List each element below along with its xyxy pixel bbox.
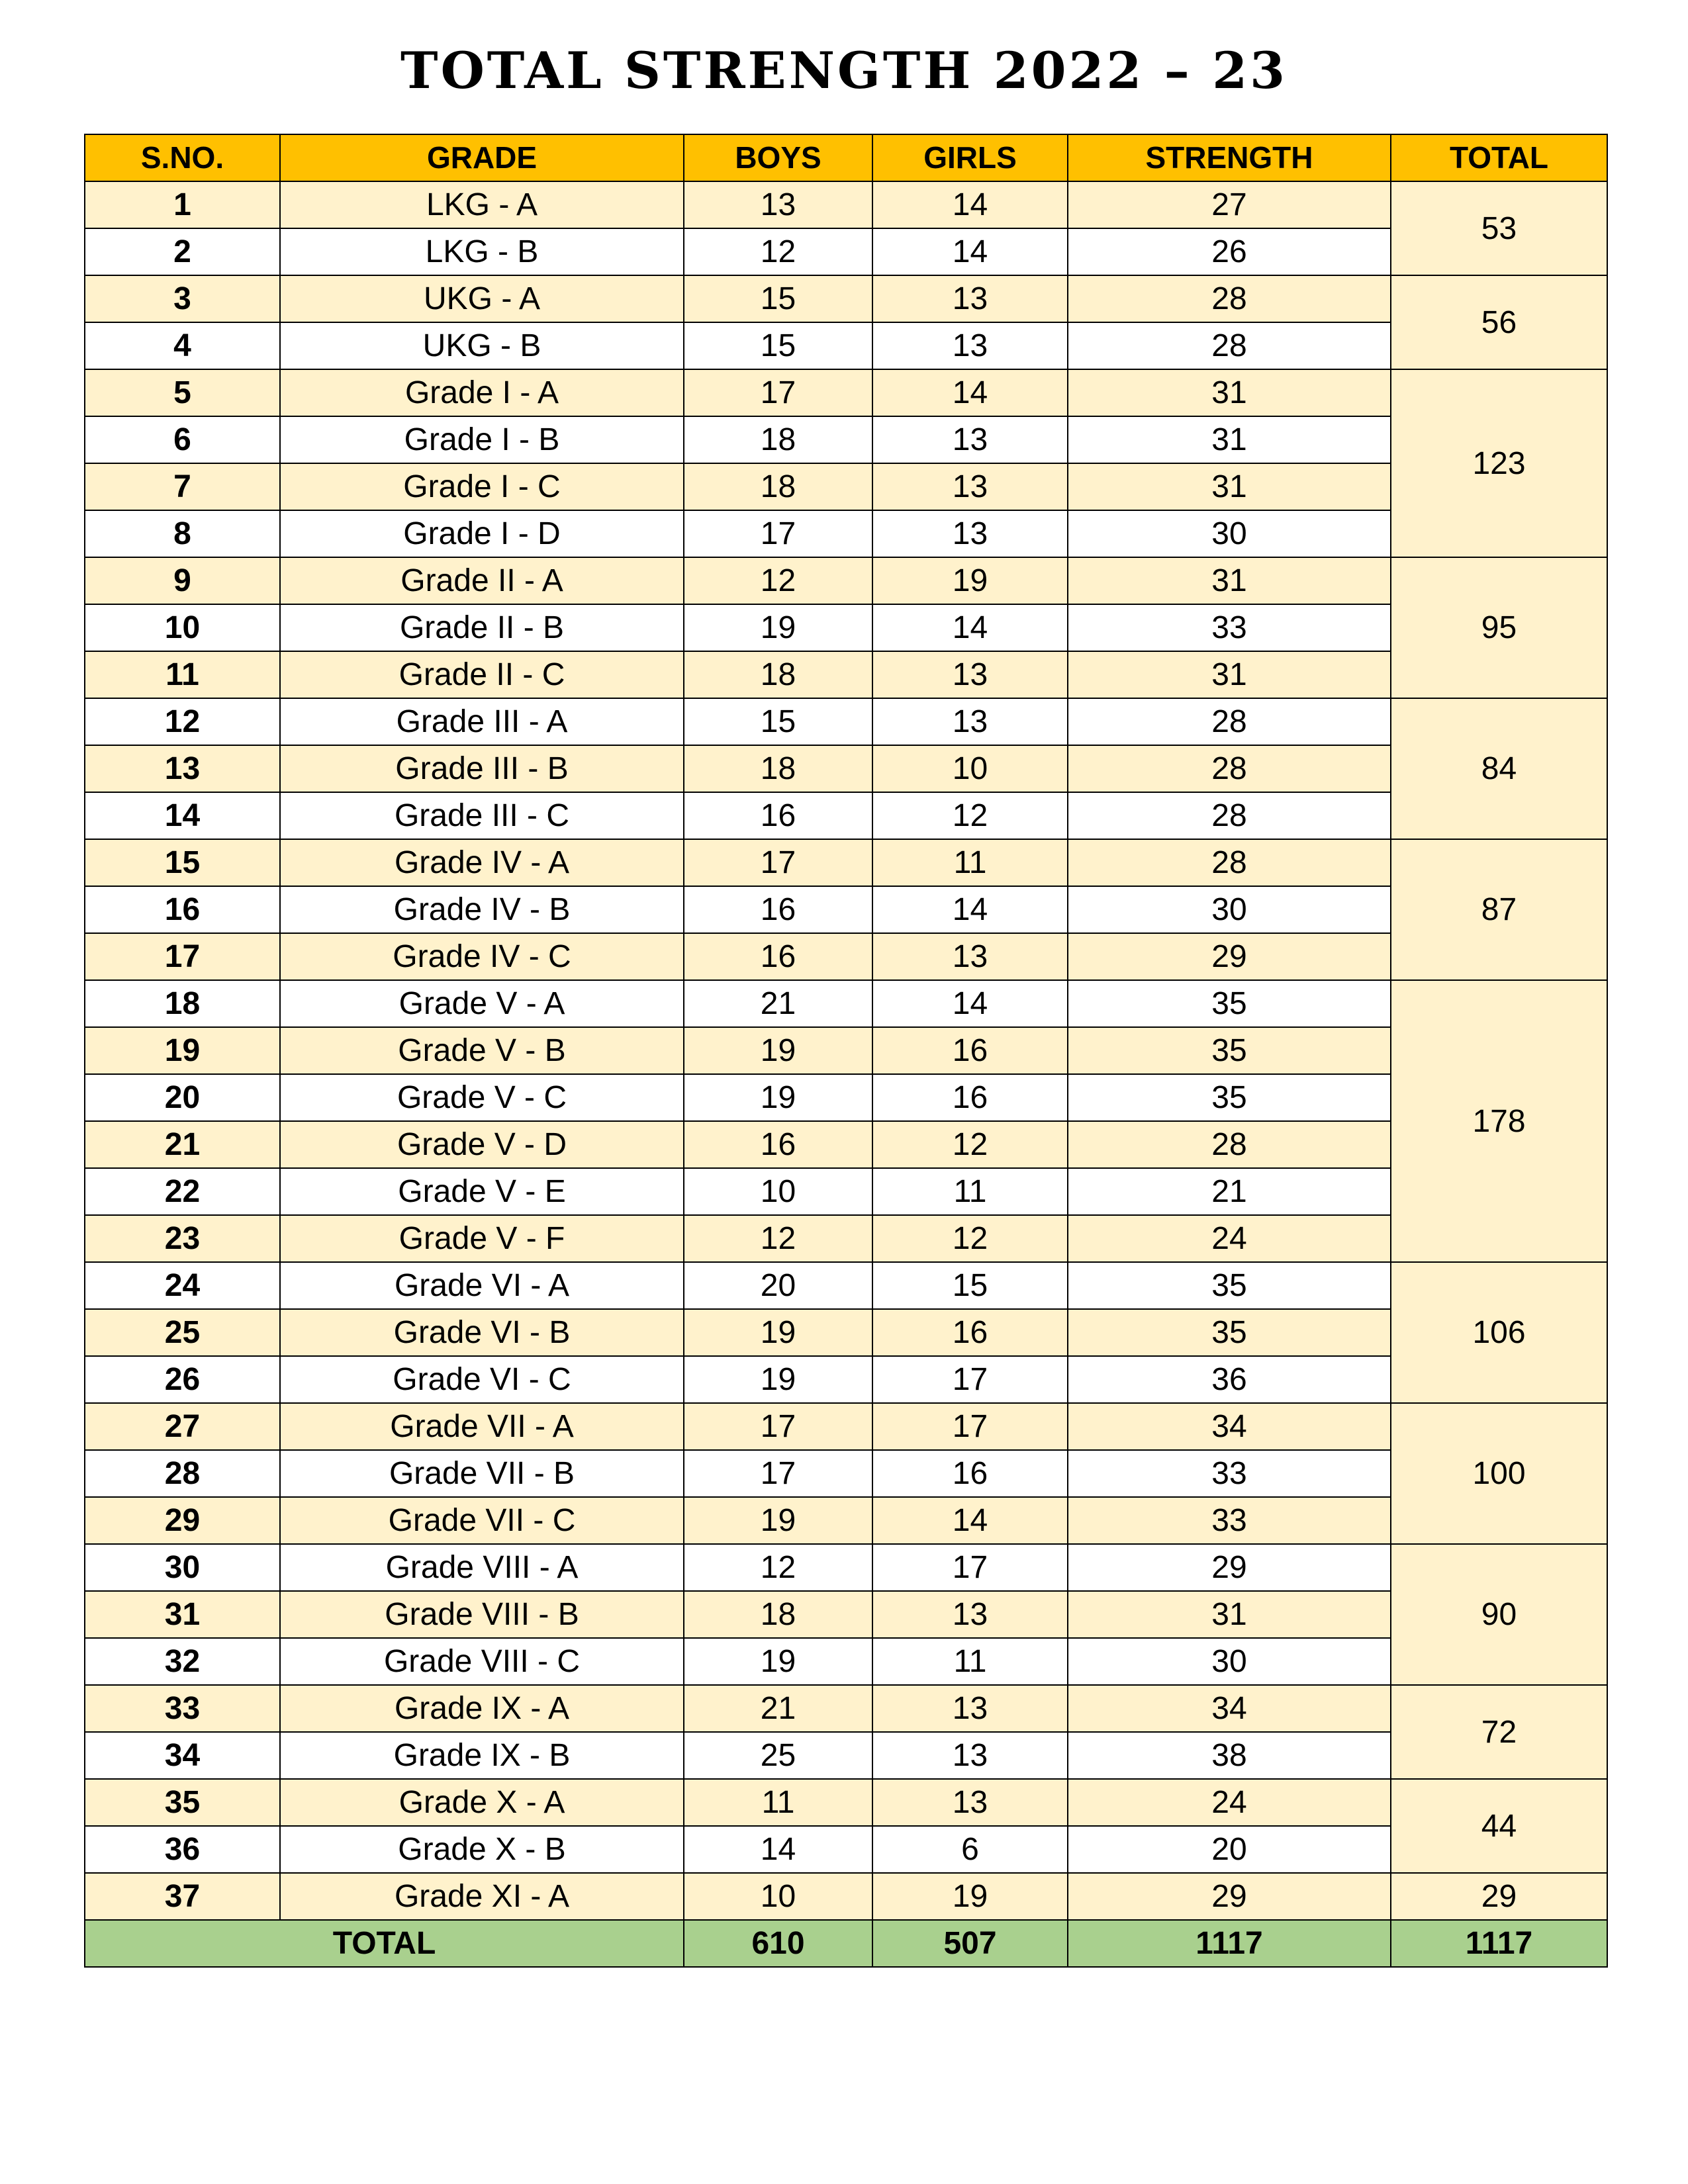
cell-strength: 30: [1068, 886, 1391, 933]
cell-grade: Grade VIII - A: [280, 1544, 684, 1591]
cell-girls: 13: [872, 275, 1068, 322]
cell-girls: 12: [872, 1215, 1068, 1262]
header-row: [85, 134, 1607, 181]
cell-strength: 35: [1068, 1262, 1391, 1309]
table-row: [85, 416, 1607, 463]
cell-grade: Grade IV - B: [280, 886, 684, 933]
cell-sno: 5: [85, 369, 280, 416]
cell-strength: 31: [1068, 651, 1391, 698]
cell-girls: 14: [872, 181, 1068, 228]
table-row: [85, 1873, 1607, 1920]
cell-sno: 19: [85, 1027, 280, 1074]
table-row: [85, 1685, 1607, 1732]
cell-grade: Grade V - E: [280, 1168, 684, 1215]
cell-girls: 14: [872, 228, 1068, 275]
table-row: [85, 698, 1607, 745]
cell-grade: Grade VII - B: [280, 1450, 684, 1497]
cell-boys: 10: [684, 1873, 872, 1920]
cell-strength: 31: [1068, 463, 1391, 510]
cell-strength: 35: [1068, 1074, 1391, 1121]
table-row: [85, 1779, 1607, 1826]
cell-sno: 37: [85, 1873, 280, 1920]
cell-boys: 17: [684, 510, 872, 557]
cell-boys: 19: [684, 604, 872, 651]
header-total: TOTAL: [1391, 134, 1607, 181]
cell-group-total: 106: [1391, 1262, 1607, 1403]
cell-grade: Grade II - C: [280, 651, 684, 698]
grand-total-strength: 1117: [1068, 1920, 1391, 1967]
cell-sno: 15: [85, 839, 280, 886]
cell-boys: 14: [684, 1826, 872, 1873]
cell-boys: 19: [684, 1356, 872, 1403]
cell-sno: 10: [85, 604, 280, 651]
cell-girls: 16: [872, 1450, 1068, 1497]
cell-grade: LKG - A: [280, 181, 684, 228]
cell-boys: 17: [684, 839, 872, 886]
cell-sno: 16: [85, 886, 280, 933]
cell-girls: 11: [872, 839, 1068, 886]
cell-boys: 19: [684, 1027, 872, 1074]
cell-sno: 12: [85, 698, 280, 745]
header-grade: GRADE: [280, 134, 684, 181]
cell-girls: 11: [872, 1638, 1068, 1685]
cell-boys: 16: [684, 886, 872, 933]
cell-strength: 31: [1068, 369, 1391, 416]
cell-girls: 13: [872, 1591, 1068, 1638]
cell-group-total: 53: [1391, 181, 1607, 275]
cell-boys: 16: [684, 933, 872, 980]
cell-sno: 6: [85, 416, 280, 463]
cell-boys: 10: [684, 1168, 872, 1215]
cell-strength: 35: [1068, 1027, 1391, 1074]
cell-grade: Grade I - D: [280, 510, 684, 557]
cell-girls: 16: [872, 1074, 1068, 1121]
cell-group-total: 87: [1391, 839, 1607, 980]
cell-strength: 28: [1068, 698, 1391, 745]
table-row: [85, 1497, 1607, 1544]
cell-group-total: 29: [1391, 1873, 1607, 1920]
cell-girls: 12: [872, 1121, 1068, 1168]
cell-grade: Grade I - C: [280, 463, 684, 510]
cell-sno: 4: [85, 322, 280, 369]
cell-grade: Grade X - A: [280, 1779, 684, 1826]
cell-strength: 31: [1068, 1591, 1391, 1638]
cell-strength: 33: [1068, 1497, 1391, 1544]
table-row: [85, 604, 1607, 651]
cell-girls: 13: [872, 510, 1068, 557]
cell-girls: 14: [872, 369, 1068, 416]
table-row: [85, 463, 1607, 510]
cell-sno: 28: [85, 1450, 280, 1497]
cell-strength: 38: [1068, 1732, 1391, 1779]
cell-boys: 18: [684, 651, 872, 698]
table-row: [85, 886, 1607, 933]
cell-boys: 15: [684, 698, 872, 745]
cell-group-total: 95: [1391, 557, 1607, 698]
table-row: [85, 181, 1607, 228]
cell-boys: 17: [684, 1403, 872, 1450]
table-row: [85, 792, 1607, 839]
cell-sno: 35: [85, 1779, 280, 1826]
cell-grade: Grade IV - C: [280, 933, 684, 980]
grand-total-girls: 507: [872, 1920, 1068, 1967]
table-row: [85, 322, 1607, 369]
cell-sno: 1: [85, 181, 280, 228]
cell-strength: 29: [1068, 1873, 1391, 1920]
cell-sno: 27: [85, 1403, 280, 1450]
cell-strength: 27: [1068, 181, 1391, 228]
cell-girls: 14: [872, 1497, 1068, 1544]
cell-strength: 33: [1068, 604, 1391, 651]
cell-grade: Grade X - B: [280, 1826, 684, 1873]
cell-girls: 17: [872, 1356, 1068, 1403]
cell-strength: 21: [1068, 1168, 1391, 1215]
cell-girls: 10: [872, 745, 1068, 792]
cell-grade: Grade I - A: [280, 369, 684, 416]
table-row: [85, 1121, 1607, 1168]
header-sno: S.NO.: [85, 134, 280, 181]
cell-grade: Grade VII - C: [280, 1497, 684, 1544]
cell-group-total: 84: [1391, 698, 1607, 839]
cell-boys: 18: [684, 1591, 872, 1638]
grand-total-boys: 610: [684, 1920, 872, 1967]
cell-grade: Grade V - A: [280, 980, 684, 1027]
cell-sno: 11: [85, 651, 280, 698]
cell-strength: 28: [1068, 745, 1391, 792]
cell-sno: 21: [85, 1121, 280, 1168]
table-row: [85, 839, 1607, 886]
cell-strength: 29: [1068, 933, 1391, 980]
cell-grade: Grade IX - A: [280, 1685, 684, 1732]
cell-boys: 18: [684, 463, 872, 510]
cell-grade: UKG - B: [280, 322, 684, 369]
cell-boys: 13: [684, 181, 872, 228]
header-boys: BOYS: [684, 134, 872, 181]
cell-group-total: 56: [1391, 275, 1607, 369]
cell-grade: Grade III - C: [280, 792, 684, 839]
cell-strength: 28: [1068, 839, 1391, 886]
cell-sno: 32: [85, 1638, 280, 1685]
cell-girls: 13: [872, 1779, 1068, 1826]
cell-boys: 12: [684, 1215, 872, 1262]
cell-grade: Grade II - A: [280, 557, 684, 604]
table-row: [85, 1027, 1607, 1074]
table-row: [85, 1732, 1607, 1779]
cell-strength: 34: [1068, 1685, 1391, 1732]
cell-group-total: 100: [1391, 1403, 1607, 1544]
cell-strength: 28: [1068, 322, 1391, 369]
cell-grade: Grade VI - C: [280, 1356, 684, 1403]
table-row: [85, 1356, 1607, 1403]
cell-group-total: 90: [1391, 1544, 1607, 1685]
cell-strength: 29: [1068, 1544, 1391, 1591]
cell-boys: 15: [684, 275, 872, 322]
cell-sno: 8: [85, 510, 280, 557]
cell-girls: 11: [872, 1168, 1068, 1215]
header-girls: GIRLS: [872, 134, 1068, 181]
table-row: [85, 1309, 1607, 1356]
cell-girls: 14: [872, 604, 1068, 651]
page-title: TOTAL STRENGTH 2022 – 23: [400, 41, 1288, 100]
cell-sno: 14: [85, 792, 280, 839]
cell-boys: 20: [684, 1262, 872, 1309]
cell-boys: 15: [684, 322, 872, 369]
cell-strength: 28: [1068, 275, 1391, 322]
cell-boys: 25: [684, 1732, 872, 1779]
cell-sno: 36: [85, 1826, 280, 1873]
cell-girls: 13: [872, 1732, 1068, 1779]
cell-sno: 20: [85, 1074, 280, 1121]
cell-strength: 30: [1068, 1638, 1391, 1685]
cell-girls: 19: [872, 1873, 1068, 1920]
cell-sno: 7: [85, 463, 280, 510]
cell-strength: 34: [1068, 1403, 1391, 1450]
strength-table: [84, 134, 1608, 1968]
cell-sno: 13: [85, 745, 280, 792]
cell-strength: 30: [1068, 510, 1391, 557]
cell-strength: 20: [1068, 1826, 1391, 1873]
cell-grade: Grade IV - A: [280, 839, 684, 886]
cell-grade: Grade V - F: [280, 1215, 684, 1262]
cell-boys: 19: [684, 1497, 872, 1544]
cell-grade: LKG - B: [280, 228, 684, 275]
cell-boys: 19: [684, 1074, 872, 1121]
cell-grade: Grade VI - A: [280, 1262, 684, 1309]
table-row: [85, 557, 1607, 604]
cell-sno: 2: [85, 228, 280, 275]
header-strength: STRENGTH: [1068, 134, 1391, 181]
cell-strength: 31: [1068, 416, 1391, 463]
cell-grade: Grade III - A: [280, 698, 684, 745]
cell-grade: Grade V - B: [280, 1027, 684, 1074]
table-row: [85, 933, 1607, 980]
cell-boys: 19: [684, 1638, 872, 1685]
grand-total-label: TOTAL: [85, 1920, 684, 1967]
cell-boys: 11: [684, 1779, 872, 1826]
cell-grade: Grade VIII - C: [280, 1638, 684, 1685]
cell-grade: Grade VI - B: [280, 1309, 684, 1356]
cell-strength: 24: [1068, 1215, 1391, 1262]
cell-group-total: 178: [1391, 980, 1607, 1262]
table-row: [85, 275, 1607, 322]
table-row: [85, 1450, 1607, 1497]
cell-sno: 34: [85, 1732, 280, 1779]
cell-grade: Grade V - D: [280, 1121, 684, 1168]
table-row: [85, 980, 1607, 1027]
table-row: [85, 1638, 1607, 1685]
cell-boys: 21: [684, 980, 872, 1027]
cell-girls: 13: [872, 463, 1068, 510]
cell-sno: 3: [85, 275, 280, 322]
cell-boys: 19: [684, 1309, 872, 1356]
cell-girls: 19: [872, 557, 1068, 604]
cell-grade: Grade III - B: [280, 745, 684, 792]
cell-strength: 35: [1068, 980, 1391, 1027]
cell-sno: 29: [85, 1497, 280, 1544]
cell-girls: 13: [872, 651, 1068, 698]
table-body: [85, 181, 1607, 1920]
cell-sno: 31: [85, 1591, 280, 1638]
cell-strength: 35: [1068, 1309, 1391, 1356]
table-row: [85, 1826, 1607, 1873]
cell-girls: 15: [872, 1262, 1068, 1309]
cell-boys: 17: [684, 369, 872, 416]
cell-boys: 16: [684, 792, 872, 839]
cell-strength: 31: [1068, 557, 1391, 604]
cell-strength: 28: [1068, 792, 1391, 839]
table-row: [85, 1591, 1607, 1638]
cell-boys: 18: [684, 416, 872, 463]
table-row: [85, 1168, 1607, 1215]
cell-grade: Grade VII - A: [280, 1403, 684, 1450]
cell-sno: 30: [85, 1544, 280, 1591]
table-row: [85, 1074, 1607, 1121]
cell-girls: 13: [872, 1685, 1068, 1732]
cell-sno: 22: [85, 1168, 280, 1215]
cell-sno: 9: [85, 557, 280, 604]
table-row: [85, 745, 1607, 792]
cell-girls: 17: [872, 1403, 1068, 1450]
grand-total-row: [85, 1920, 1607, 1967]
cell-grade: Grade IX - B: [280, 1732, 684, 1779]
grand-total-total: 1117: [1391, 1920, 1607, 1967]
cell-grade: Grade V - C: [280, 1074, 684, 1121]
cell-girls: 12: [872, 792, 1068, 839]
cell-sno: 24: [85, 1262, 280, 1309]
table-row: [85, 228, 1607, 275]
cell-boys: 16: [684, 1121, 872, 1168]
cell-sno: 26: [85, 1356, 280, 1403]
cell-strength: 28: [1068, 1121, 1391, 1168]
cell-girls: 13: [872, 322, 1068, 369]
cell-sno: 17: [85, 933, 280, 980]
cell-sno: 33: [85, 1685, 280, 1732]
cell-girls: 6: [872, 1826, 1068, 1873]
cell-strength: 33: [1068, 1450, 1391, 1497]
cell-girls: 16: [872, 1027, 1068, 1074]
cell-boys: 12: [684, 1544, 872, 1591]
table-row: [85, 651, 1607, 698]
cell-sno: 18: [85, 980, 280, 1027]
table-row: [85, 369, 1607, 416]
cell-strength: 24: [1068, 1779, 1391, 1826]
cell-sno: 25: [85, 1309, 280, 1356]
cell-group-total: 72: [1391, 1685, 1607, 1779]
cell-grade: UKG - A: [280, 275, 684, 322]
cell-strength: 36: [1068, 1356, 1391, 1403]
cell-girls: 17: [872, 1544, 1068, 1591]
cell-girls: 14: [872, 980, 1068, 1027]
cell-girls: 13: [872, 933, 1068, 980]
cell-girls: 13: [872, 416, 1068, 463]
cell-group-total: 123: [1391, 369, 1607, 557]
cell-grade: Grade I - B: [280, 416, 684, 463]
table-row: [85, 1544, 1607, 1591]
table-row: [85, 510, 1607, 557]
cell-girls: 13: [872, 698, 1068, 745]
table-row: [85, 1215, 1607, 1262]
cell-grade: Grade XI - A: [280, 1873, 684, 1920]
cell-girls: 16: [872, 1309, 1068, 1356]
cell-boys: 17: [684, 1450, 872, 1497]
table-row: [85, 1262, 1607, 1309]
cell-boys: 12: [684, 557, 872, 604]
cell-girls: 14: [872, 886, 1068, 933]
cell-strength: 26: [1068, 228, 1391, 275]
cell-group-total: 44: [1391, 1779, 1607, 1873]
cell-boys: 18: [684, 745, 872, 792]
cell-sno: 23: [85, 1215, 280, 1262]
table-row: [85, 1403, 1607, 1450]
cell-grade: Grade VIII - B: [280, 1591, 684, 1638]
cell-boys: 12: [684, 228, 872, 275]
cell-grade: Grade II - B: [280, 604, 684, 651]
cell-boys: 21: [684, 1685, 872, 1732]
